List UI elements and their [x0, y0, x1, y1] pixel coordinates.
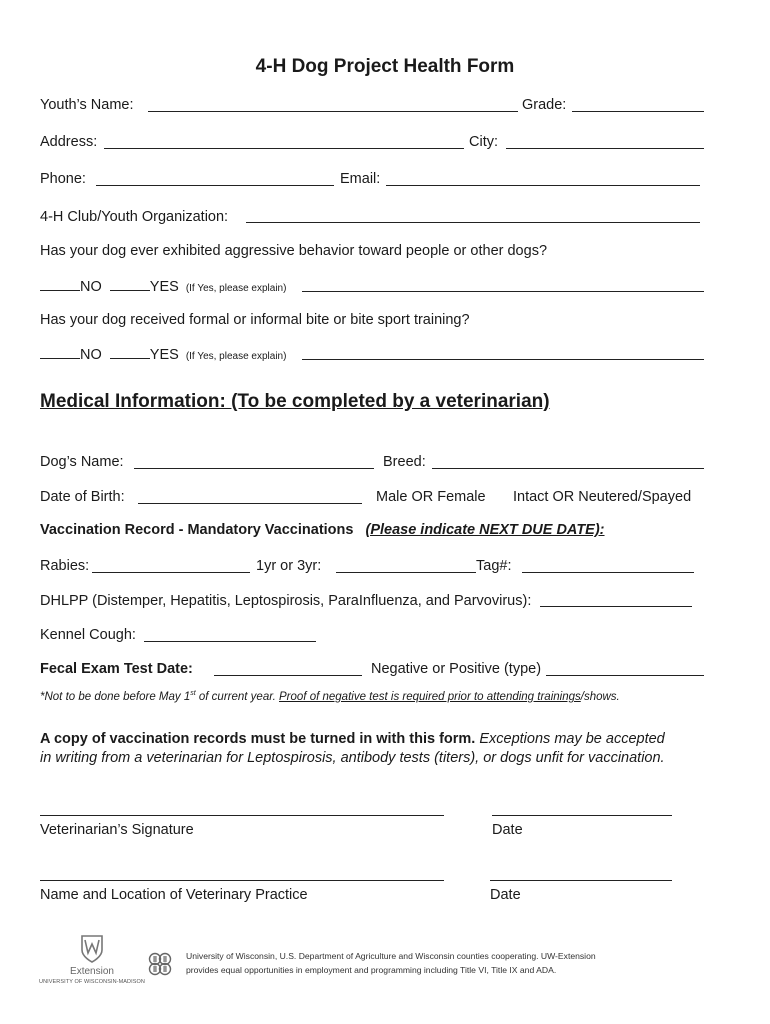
phone-label: Phone:: [40, 171, 86, 187]
explain-field-bite-training[interactable]: [302, 359, 704, 360]
date-label-2: Date: [490, 887, 521, 903]
fecal-note: [40, 690, 620, 703]
no-option: NO: [80, 279, 102, 295]
answer-row-aggression: [40, 278, 286, 295]
rabies-label: Rabies:: [40, 558, 90, 574]
neuter-status-options: Intact OR Neutered/Spayed: [513, 489, 692, 505]
yes-check-blank[interactable]: [110, 278, 150, 291]
fecal-date-field[interactable]: [214, 675, 362, 676]
fecal-note-sup: st: [190, 690, 196, 697]
tag-label: Tag#:: [476, 558, 512, 574]
kennel-cough-label: Kennel Cough:: [40, 627, 136, 643]
page-title: 4-H Dog Project Health Form: [255, 56, 515, 77]
dhlpp-label: DHLPP (Distemper, Hepatitis, Leptospirosis, ParaInfluenza, and Parvovirus):: [40, 593, 532, 609]
phone-field[interactable]: [96, 185, 334, 186]
breed-field[interactable]: [432, 468, 704, 469]
explain-field-aggression[interactable]: [302, 291, 704, 292]
yes-check-blank[interactable]: [110, 346, 150, 359]
yes-option: YES: [149, 347, 179, 363]
rabies-term-label: 1yr or 3yr:: [256, 558, 322, 574]
medical-heading: Medical Information: (To be completed by a veterinarian): [40, 391, 550, 412]
yes-option: YES: [149, 279, 179, 295]
grade-field[interactable]: [572, 111, 704, 112]
practice-field[interactable]: [40, 880, 444, 881]
logo-subtext: UNIVERSITY OF WISCONSIN-MADISON: [39, 979, 145, 985]
uw-extension-logo: [39, 934, 145, 988]
fecal-result-field[interactable]: [546, 675, 704, 676]
question-bite-training: Has your dog received formal or informal bite or bite sport training?: [40, 312, 470, 328]
four-h-clover-logo: [146, 950, 174, 978]
date-field-1[interactable]: [492, 815, 672, 816]
vet-signature-field[interactable]: [40, 815, 444, 816]
copy-notice-italic-1: Exceptions may be accepted: [475, 731, 665, 747]
copy-notice-line1: [40, 731, 665, 747]
no-option: NO: [80, 347, 102, 363]
fecal-note-d: /shows.: [580, 690, 620, 703]
fecal-note-c: Proof of negative test is required prior to attending trainings: [279, 690, 581, 703]
fecal-note-a: *Not to be done before May 1: [40, 690, 191, 703]
date-label-1: Date: [492, 822, 523, 838]
youth-name-field[interactable]: [148, 111, 518, 112]
kennel-cough-field[interactable]: [144, 641, 316, 642]
explain-hint: (If Yes, please explain): [185, 351, 287, 362]
city-field[interactable]: [506, 148, 704, 149]
practice-label: Name and Location of Veterinary Practice: [40, 887, 308, 903]
fecal-note-b: of current year.: [195, 690, 280, 703]
sex-options: Male OR Female: [376, 489, 486, 505]
logo-text: Extension: [70, 966, 114, 977]
dob-field[interactable]: [138, 503, 362, 504]
city-label: City:: [469, 134, 498, 150]
fecal-result-label: Negative or Positive (type): [371, 661, 542, 677]
address-label: Address:: [40, 134, 98, 150]
rabies-term-field[interactable]: [336, 572, 476, 573]
club-label: 4-H Club/Youth Organization:: [40, 209, 229, 225]
answer-row-bite-training: [40, 346, 286, 363]
dog-name-label: Dog’s Name:: [40, 454, 124, 470]
email-label: Email:: [340, 171, 381, 187]
club-field[interactable]: [246, 222, 700, 223]
vaccination-heading-text: Vaccination Record - Mandatory Vaccinations: [40, 522, 354, 538]
date-field-2[interactable]: [490, 880, 672, 881]
grade-label: Grade:: [522, 97, 567, 113]
vet-signature-label: Veterinarian’s Signature: [40, 822, 194, 838]
explain-hint: (If Yes, please explain): [185, 283, 287, 294]
dog-name-field[interactable]: [134, 468, 374, 469]
question-aggression: Has your dog ever exhibited aggressive behavior toward people or other dogs?: [40, 243, 548, 259]
dob-label: Date of Birth:: [40, 489, 125, 505]
no-check-blank[interactable]: [40, 346, 80, 359]
copy-notice-bold: A copy of vaccination records must be turned in with this form.: [40, 731, 476, 747]
no-check-blank[interactable]: [40, 278, 80, 291]
clover-icon: [146, 950, 174, 978]
vaccination-heading: [40, 522, 605, 538]
rabies-date-field[interactable]: [92, 572, 250, 573]
fecal-label: Fecal Exam Test Date:: [40, 661, 193, 677]
copy-notice-line2: in writing from a veterinarian for Leptospirosis, antibody tests (titers), or dogs unfit for vaccination.: [40, 750, 665, 766]
youth-name-label: Youth’s Name:: [40, 97, 134, 113]
tag-field[interactable]: [522, 572, 694, 573]
uw-crest-icon: [80, 934, 104, 964]
footer-disclaimer-line1: University of Wisconsin, U.S. Department of Agriculture and Wisconsin counties cooperating. UW-Extension: [186, 951, 596, 961]
email-field[interactable]: [386, 185, 700, 186]
footer-disclaimer-line2: provides equal opportunities in employment and programming including Title VI, Title IX and ADA.: [186, 965, 557, 975]
dhlpp-field[interactable]: [540, 606, 692, 607]
breed-label: Breed:: [383, 454, 426, 470]
address-field[interactable]: [104, 148, 464, 149]
vaccination-note: (Please indicate NEXT DUE DATE):: [365, 522, 605, 538]
